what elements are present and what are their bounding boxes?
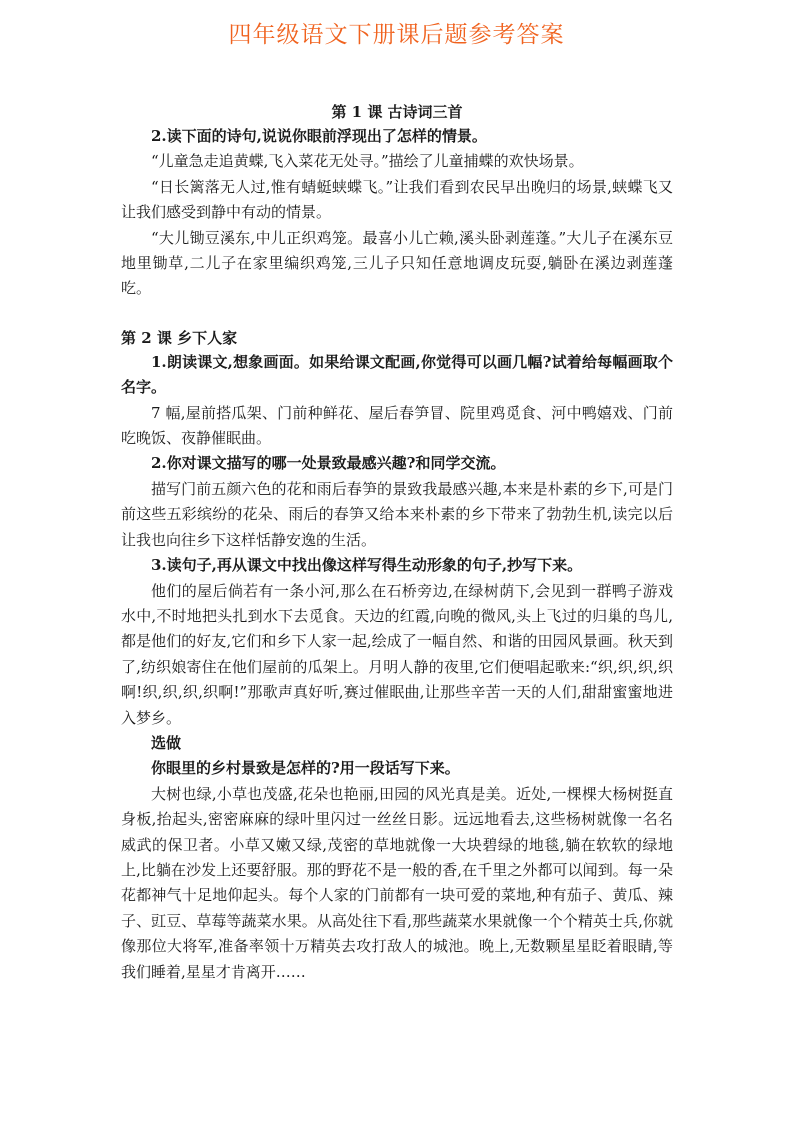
lesson-1-title: 第 1 课 古诗词三首 [331, 103, 463, 121]
lesson-2-question-2: 2.你对课文描写的哪一处景致最感兴趣?和同学交流。 [151, 454, 506, 473]
lesson-2-question-4: 你眼里的乡村景致是怎样的?用一段话写下来。 [151, 759, 460, 778]
lesson-2-answer-2: 描写门前五颜六色的花和雨后春笋的景致我最感兴趣,本来是朴素的乡下,可是门前这些五彩缤纷的花朵、雨后的春笋又给本来朴素的乡下带来了勃勃生机,读完以后让我也向往乡下这样恬静安逸的生活。 [121, 479, 673, 549]
document-title: 四年级语文下册课后题参考答案 [228, 22, 565, 48]
lesson-1-answer-2: “日长篱落无人过,惟有蜻蜓蛱蝶飞。”让我们看到农民早出晚归的场景,蛱蝶飞又让我们感受到静中有动的情景。 [121, 177, 673, 222]
lesson-2-answer-3: 他们的屋后倘若有一条小河,那么在石桥旁边,在绿树荫下,会见到一群鸭子游戏水中,不时地把头扎到水下去觅食。天边的红霞,向晚的微风,头上飞过的归巢的鸟儿,都是他们的好友,它们和乡下人家一起,绘成了一幅自然、和谐的田园风景画。秋天到了,纺织娘寄住在他们屋前的瓜架上。月明人静的夜里,它们便唱起歌来:“织,织,织,织啊!织,织,织,织啊!”那歌声真好听,赛过催眠曲,让那些辛苦一天的人们,甜甜蜜蜜地进入梦乡。 [121, 581, 673, 727]
lesson-1-question-2: 2.读下面的诗句,说说你眼前浮现出了怎样的情景。 [151, 127, 487, 145]
lesson-2-question-3: 3.读句子,再从课文中找出像这样写得生动形象的句子,抄写下来。 [151, 556, 583, 575]
document-body [121, 100, 673, 985]
lesson-2-title: 第 2 课 乡下人家 [121, 328, 238, 347]
lesson-2-question-1: 1.朗读课文,想象画面。如果给课文配画,你觉得可以画几幅?试着给每幅画取个名字。 [121, 352, 673, 397]
optional-label: 选做 [151, 733, 182, 752]
lesson-2-answer-1: 7 幅,屋前搭瓜架、门前种鲜花、屋后春笋冒、院里鸡觅食、河中鸭嬉戏、门前吃晚饭、夜静催眠曲。 [121, 403, 673, 448]
lesson-2-answer-4: 大树也绿,小草也茂盛,花朵也艳丽,田园的风光真是美。近处,一棵棵大杨树挺直身板,抬起头,密密麻麻的绿叶里闪过一丝丝日影。远远地看去,这些杨树就像一名名威武的保卫者。小草又嫩又绿,茂密的草地就像一大块碧绿的地毯,躺在软软的绿地上,比躺在沙发上还要舒服。那的野花不是一般的香,在千里之外都可以闻到。每一朵花都神气十足地仰起头。每个人家的门前都有一块可爱的菜地,种有茄子、黄瓜、辣子、豇豆、草莓等蔬菜水果。从高处往下看,那些蔬菜水果就像一个个精英士兵,你就像那位大将军,准备率领十万精英去攻打敌人的城池。晚上,无数颗星星眨着眼睛,等我们睡着,星星才肯离开…… [121, 784, 673, 981]
lesson-1-answer-1: “儿童急走追黄蝶,飞入菜花无处寻。”描绘了儿童捕蝶的欢快场景。 [151, 152, 584, 171]
lesson-1-answer-3: “大儿锄豆溪东,中儿正织鸡笼。最喜小儿亡赖,溪头卧剥莲蓬。”大儿子在溪东豆地里锄草,二儿子在家里编织鸡笼,三儿子只知任意地调皮玩耍,躺卧在溪边剥莲蓬吃。 [121, 228, 673, 298]
